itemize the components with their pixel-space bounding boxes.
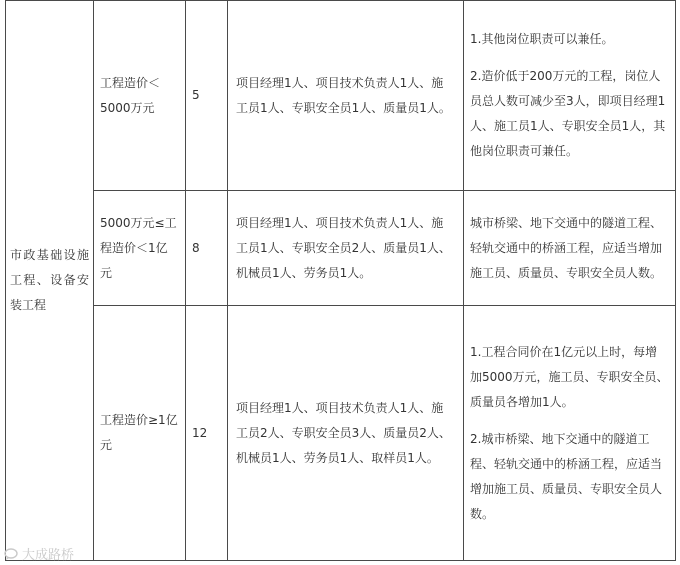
positions-cell: 项目经理1人、项目技术负责人1人、施工员1人、专职安全员1人、质量员1人。 bbox=[228, 1, 464, 191]
table-row bbox=[6, 191, 676, 306]
note-text: 2.城市桥梁、地下交通中的隧道工程、轻轨交通中的桥涵工程，应适当增加施工员、质量员、专职安全员人数。 bbox=[470, 431, 663, 521]
count-cell: 5 bbox=[186, 1, 228, 191]
project-category-cell: 市政基础设施工程、设备安装工程 bbox=[6, 1, 94, 561]
scale-cell: 5000万元≤工程造价＜1亿元 bbox=[94, 191, 186, 306]
count-cell: 8 bbox=[186, 191, 228, 306]
notes-cell bbox=[464, 1, 676, 191]
count-cell: 12 bbox=[186, 306, 228, 561]
note-text: 1.其他岗位职责可以兼任。 bbox=[470, 32, 614, 46]
positions-cell: 项目经理1人、项目技术负责人1人、施工员2人、专职安全员3人、质量员2人、机械员1人、劳务员1人、取样员1人。 bbox=[228, 306, 464, 561]
table-row bbox=[6, 306, 676, 561]
scale-cell: 工程造价≥1亿元 bbox=[94, 306, 186, 561]
watermark-text: 大成路桥 bbox=[22, 548, 75, 563]
chat-bubble-icon bbox=[4, 548, 20, 560]
scale-cell: 工程造价＜5000万元 bbox=[94, 1, 186, 191]
watermark bbox=[4, 544, 74, 563]
note-text: 2.造价低于200万元的工程，岗位人员总人数可减少至3人，即项目经理1人、施工员1人、专职安全员1人，其他岗位职责可兼任。 bbox=[470, 69, 666, 158]
note-text: 1.工程合同价在1亿元以上时，每增加5000万元，施工员、专职安全员、质量员各增加1人。 bbox=[470, 344, 669, 409]
note-text: 城市桥梁、地下交通中的隧道工程、轻轨交通中的桥涵工程，应适当增加施工员、质量员、专职安全员人数。 bbox=[470, 215, 663, 280]
staffing-table bbox=[5, 0, 676, 561]
notes-cell bbox=[464, 191, 676, 306]
notes-cell bbox=[464, 306, 676, 561]
positions-cell: 项目经理1人、项目技术负责人1人、施工员1人、专职安全员2人、质量员1人、机械员1人、劳务员1人。 bbox=[228, 191, 464, 306]
table-row bbox=[6, 1, 676, 191]
